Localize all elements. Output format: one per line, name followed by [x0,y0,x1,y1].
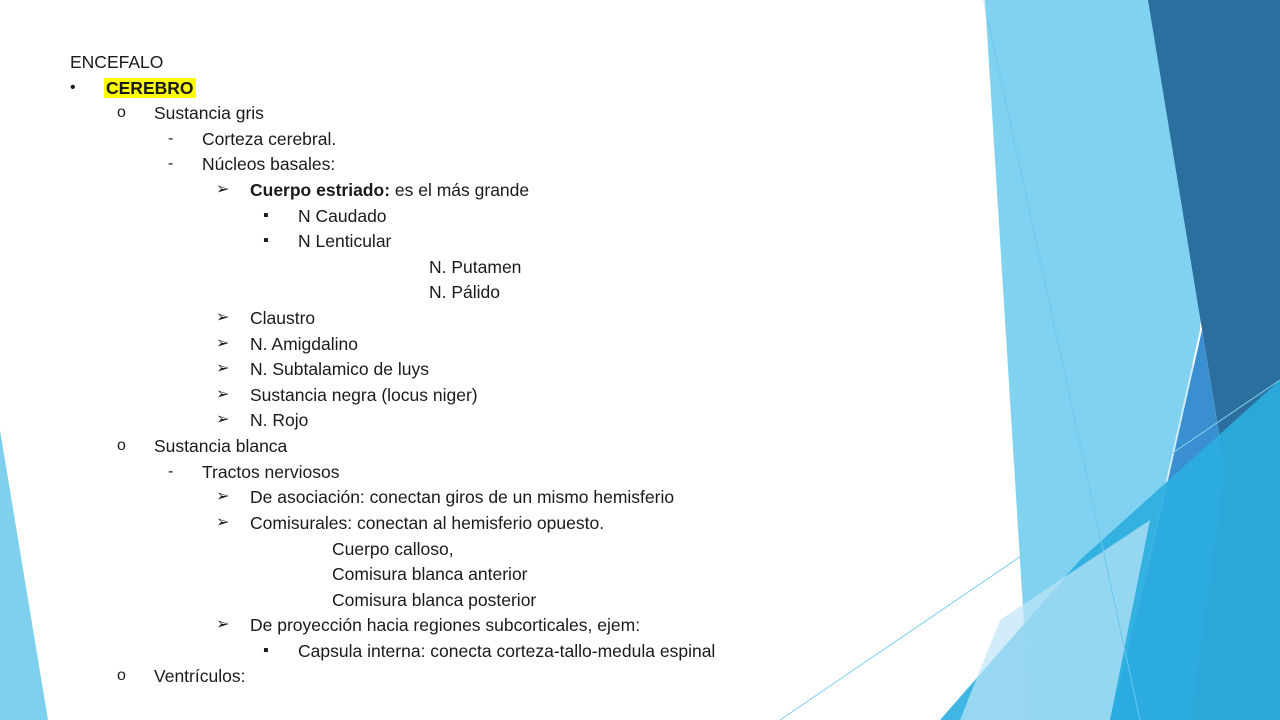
circle-bullet: o [117,437,126,454]
anterior-commissure-item: Comisura blanca anterior [332,564,528,584]
section-cerebro [104,76,196,100]
square-bullet-icon: ▪ [263,232,269,249]
lenticular-item: N Lenticular [298,231,392,251]
striatum-item [250,178,529,202]
caudate-item: N Caudado [298,206,387,226]
pallidum-item: N. Pálido [429,282,501,302]
arrow-bullet-icon: ➢ [216,360,230,377]
arrow-bullet-icon: ➢ [216,488,230,505]
arrow-bullet-icon: ➢ [216,309,230,326]
dash-bullet: - [168,155,174,172]
slide-title: ENCEFALO [70,52,164,72]
association-item: De asociación: conectan giros de un mismo hemisferio [250,487,675,507]
commissural-item: Comisurales: conectan al hemisferio opuesto. [250,513,605,533]
arrow-bullet-icon: ➢ [216,181,230,198]
internal-capsule-item: Capsula interna: conecta corteza-tallo-medula espinal [298,641,716,661]
white-matter-heading: Sustancia blanca [154,436,288,456]
claustrum-item: Claustro [250,308,316,328]
circle-bullet: o [117,104,126,121]
ventricles-heading: Ventrículos: [154,666,246,686]
arrow-bullet-icon: ➢ [216,411,230,428]
dash-bullet: - [168,130,174,147]
arrow-bullet-icon: ➢ [216,514,230,531]
arrow-bullet-icon: ➢ [216,386,230,403]
arrow-bullet-icon: ➢ [216,335,230,352]
amygdala-item: N. Amigdalino [250,334,358,354]
arrow-bullet-icon: ➢ [216,616,230,633]
basal-nuclei-item: Núcleos basales: [202,154,336,174]
round-bullet: • [70,79,76,96]
striatum-bold: Cuerpo estriado: [250,180,391,200]
square-bullet-icon: ▪ [263,207,269,224]
posterior-commissure-item: Comisura blanca posterior [332,590,537,610]
striatum-desc: es el más grande [390,180,530,200]
tracts-item: Tractos nerviosos [202,462,340,482]
gray-matter-heading: Sustancia gris [154,103,264,123]
putamen-item: N. Putamen [429,257,522,277]
dash-bullet: - [168,463,174,480]
cortex-item: Corteza cerebral. [202,129,337,149]
left-edge-shape [0,430,48,720]
substantia-nigra-item: Sustancia negra (locus niger) [250,385,478,405]
circle-bullet: o [117,667,126,684]
cerebro-highlight: CEREBRO [106,78,194,98]
square-bullet-icon: ▪ [263,642,269,659]
subthalamic-item: N. Subtalamico de luys [250,359,429,379]
projection-item: De proyección hacia regiones subcorticales, ejem: [250,615,641,635]
corpus-callosum-item: Cuerpo calloso, [332,539,454,559]
red-nucleus-item: N. Rojo [250,410,309,430]
